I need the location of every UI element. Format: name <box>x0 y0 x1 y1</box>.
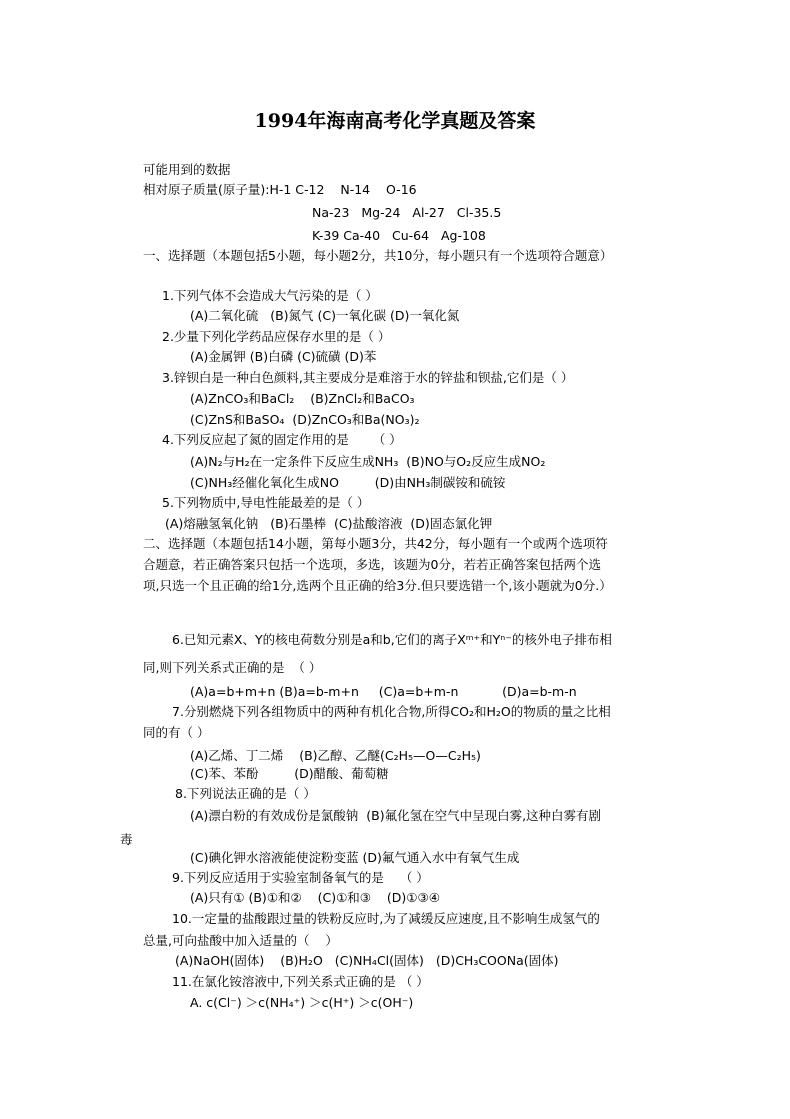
text-line: (A)N₂与H₂在一定条件下反应生成NH₃ (B)NO与O₂反应生成NO₂ <box>190 454 546 469</box>
text-line: 3.锌钡白是一种白色颜料,其主要成分是难溶于水的锌盐和钡盐,它们是（ ） <box>162 370 574 385</box>
text-line: 8.下列说法正确的是（ ） <box>175 786 316 801</box>
document-title: 1994年海南高考化学真题及答案 <box>254 110 536 132</box>
text-line: 毒 <box>120 832 133 847</box>
text-line: (A)ZnCO₃和BaCl₂ (B)ZnCl₂和BaCO₃ <box>190 391 415 406</box>
text-line: (A)只有① (B)①和② (C)①和③ (D)①③④ <box>190 890 440 905</box>
text-line: (C)ZnS和BaSO₄ (D)ZnCO₃和Ba(NO₃)₂ <box>190 412 420 427</box>
text-line: 二、选择题（本题包括14小题，第每小题3分，共42分，每小题有一个或两个选项符 <box>143 536 608 551</box>
text-line: 6.已知元素X、Y的核电荷数分别是a和b,它们的离子Xᵐ⁺和Yⁿ⁻的核外电子排布相 <box>172 632 612 647</box>
text-line: 9.下列反应适用于实验室制备氧气的是 （ ） <box>172 870 429 885</box>
text-line: (A)乙烯、丁二烯 (B)乙醇、乙醚(C₂H₅—O—C₂H₅) <box>190 748 481 763</box>
text-line: (A)漂白粉的有效成份是氯酸钠 (B)氟化氢在空气中呈现白雾,这种白雾有剧 <box>190 808 602 823</box>
text-line: (C)NH₃经催化氧化生成NO (D)由NH₃制碳铵和硫铵 <box>190 475 506 490</box>
text-line: (A)NaOH(固体) (B)H₂O (C)NH₄Cl(固体) (D)CH₃COONa(固体) <box>175 953 559 968</box>
text-line: 7.分别燃烧下列各组物质中的两种有机化合物,所得CO₂和H₂O的物质的量之比相 <box>172 704 611 719</box>
text-line: 10.一定量的盐酸跟过量的铁粉反应时,为了减缓反应速度,且不影响生成氢气的 <box>172 911 600 926</box>
text-line: (A)熔融氢氧化钠 (B)石墨棒 (C)盐酸溶液 (D)固态氯化钾 <box>165 516 493 531</box>
text-line: 5.下列物质中,导电性能最差的是（ ） <box>162 495 370 510</box>
text-line: K-39 Ca-40 Cu-64 Ag-108 <box>312 228 486 243</box>
text-line: A. c(Cl⁻) ＞c(NH₄⁺) ＞c(H⁺) ＞c(OH⁻) <box>190 995 414 1010</box>
text-line: 同的有（ ） <box>143 725 210 740</box>
text-line: 总量,可向盐酸中加入适量的（ ） <box>143 933 338 948</box>
text-line: 2.少量下列化学药品应保存水里的是（ ） <box>162 329 391 344</box>
text-line: 1.下列气体不会造成大气污染的是（ ） <box>162 288 378 303</box>
text-line: (C)苯、苯酚 (D)醋酸、葡萄糖 <box>190 766 389 781</box>
text-line: 相对原子质量(原子量):H-1 C-12 N-14 O-16 <box>143 182 417 197</box>
text-line: 4.下列反应起了氮的固定作用的是 （ ） <box>162 432 402 447</box>
text-line: Na-23 Mg-24 Al-27 Cl-35.5 <box>312 205 502 220</box>
text-line: (A)二氧化硫 (B)氮气 (C)一氧化碳 (D)一氧化氮 <box>190 308 460 323</box>
text-line: 一、选择题（本题包括5小题，每小题2分，共10分，每小题只有一个选项符合题意） <box>143 248 613 263</box>
text-line: (C)碘化钾水溶液能使淀粉变蓝 (D)氟气通入水中有氧气生成 <box>190 850 520 865</box>
text-line: 11.在氯化铵溶液中,下列关系式正确的是 （ ） <box>172 974 429 989</box>
text-line: 合题意，若正确答案只包括一个选项，多选，该题为0分，若若正确答案包括两个选 <box>143 557 601 572</box>
text-line: 同,则下列关系式正确的是 （ ） <box>143 660 322 675</box>
text-line: (A)a=b+m+n (B)a=b-m+n (C)a=b+m-n (D)a=b-m-n <box>190 684 577 699</box>
text-line: 项,只选一个且正确的给1分,选两个且正确的给3分.但只要选错一个,该小题就为0分.） <box>143 578 612 593</box>
text-line: 可能用到的数据 <box>143 162 231 177</box>
text-line: (A)金属钾 (B)白磷 (C)硫磺 (D)苯 <box>190 349 377 364</box>
